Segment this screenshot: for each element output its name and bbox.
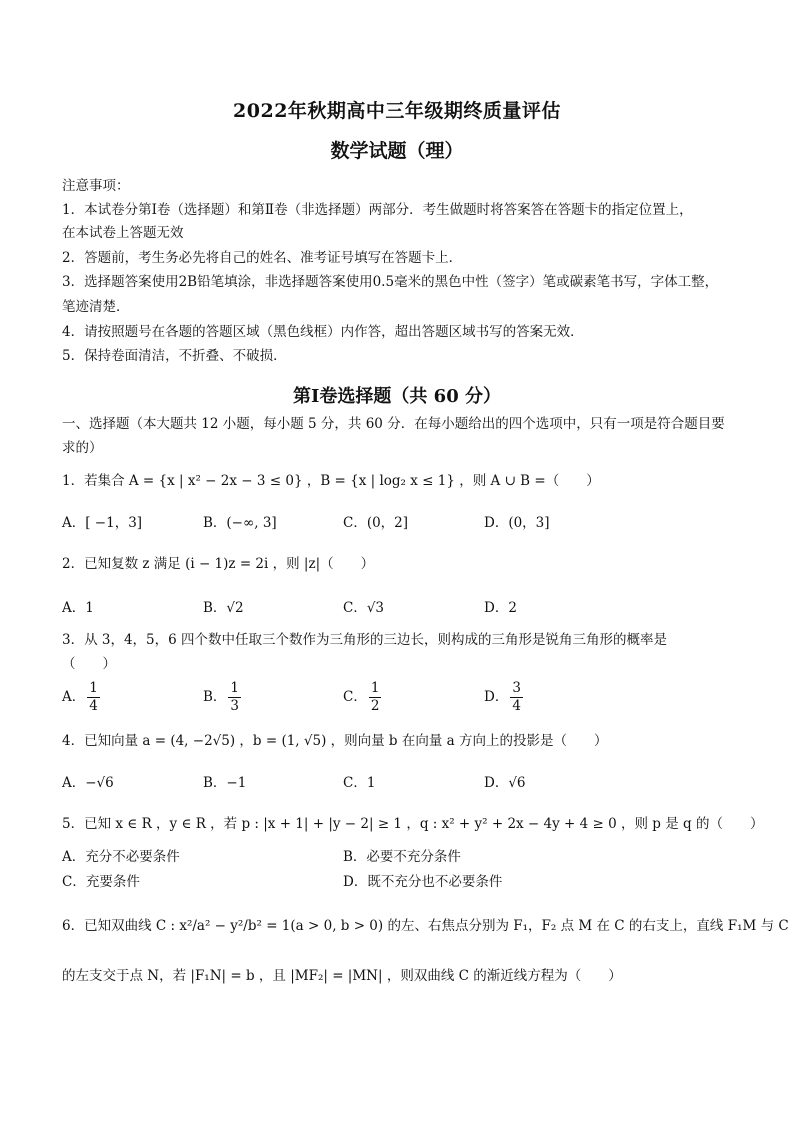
denominator: 3	[230, 698, 240, 714]
q3-option-a	[62, 680, 102, 715]
q3-option-c	[343, 680, 383, 715]
q5-option-c: C．充要条件	[62, 874, 140, 890]
denominator: 2	[370, 698, 380, 714]
notice-line: 2．答题前，考生务必先将自己的姓名、准考证号填写在答题卡上．	[62, 250, 463, 266]
denominator: 4	[512, 698, 521, 714]
q1-option-d: D．(0，3]	[484, 515, 550, 531]
q4-option-b: B．−1	[203, 775, 247, 791]
fraction	[369, 680, 382, 715]
numerator: 1	[370, 680, 380, 696]
q1-option-b: B．(−∞, 3]	[203, 515, 277, 531]
notice-line: 4．请按照题号在各题的答题区域（黑色线框）内作答，超出答题区域书写的答案无效．	[62, 324, 584, 340]
notice-line: 1．本试卷分第Ⅰ卷（选择题）和第Ⅱ卷（非选择题）两部分．考生做题时将答案答在答题卡的指定位置上，	[62, 202, 693, 218]
question-1-stem: 1．若集合 A = {x | x² − 2x − 3 ≤ 0} ，B = {x | log₂ x ≤ 1} ，则 A ∪ B =（ ）	[62, 473, 600, 489]
q5-option-d: D．既不充分也不必要条件	[343, 874, 503, 890]
numerator: 3	[512, 680, 521, 696]
question-6-stem: 6．已知双曲线 C : x²/a² − y²/b² = 1(a > 0, b > 0) 的左、右焦点分别为 F₁，F₂ 点 M 在 C 的右支上，直线 F₁M 与 C	[62, 918, 789, 934]
q3-option-d	[484, 680, 525, 715]
q1-option-a: A．[ −1，3]	[62, 515, 143, 531]
notice-heading: 注意事项：	[62, 178, 130, 194]
question-2-stem: 2．已知复数 z 满足 (i − 1)z = 2i ，则 |z|（ ）	[62, 556, 375, 572]
fraction	[87, 680, 100, 715]
q2-option-b: B．√2	[203, 600, 244, 616]
section-intro: 一、选择题（本大题共 12 小题，每小题 5 分，共 60 分．在每小题给出的四个选项中，只有一项是符合题目要	[62, 416, 725, 432]
q4-option-d: D．√6	[484, 775, 526, 791]
exam-title: 2022年秋期高中三年级期终质量评估	[233, 100, 561, 122]
question-5-stem: 5．已知 x ∈ R ，y ∈ R ，若 p : |x + 1| + |y − 2| ≥ 1 ，q : x² + y² + 2x − 4y + 4 ≥ 0 ，则 p 是 q 的（ ）	[62, 816, 764, 832]
section-intro: 求的）	[62, 440, 103, 456]
q4-option-a: A．−√6	[62, 775, 114, 791]
option-label: A．	[62, 689, 86, 705]
option-label: D．	[484, 689, 509, 705]
question-3-stem: 3．从 3，4，5，6 四个数中任取三个数作为三角形的三边长，则构成的三角形是锐角三角形的概率是	[62, 632, 668, 648]
denominator: 4	[89, 698, 98, 714]
fraction	[510, 680, 523, 715]
numerator: 1	[230, 680, 240, 696]
option-label: B．	[203, 689, 227, 705]
question-4-stem: 4．已知向量 a = (4, −2√5) ，b = (1, √5) ，则向量 b 在向量 a 方向上的投影是（ ）	[62, 733, 608, 749]
numerator: 1	[89, 680, 98, 696]
notice-line: 3．选择题答案使用2B铅笔填涂，非选择题答案使用0.5毫米的黑色中性（签字）笔或碳素笔书写，字体工整，	[62, 274, 719, 290]
question-6-stem: 的左支交于点 N，若 |F₁N| = b ，且 |MF₂| = |MN| ，则双曲线 C 的渐近线方程为（ ）	[62, 968, 622, 984]
option-label: C．	[343, 689, 367, 705]
notice-line: 在本试卷上答题无效	[62, 225, 184, 241]
q2-option-c: C．√3	[343, 600, 385, 616]
section-title: 第Ⅰ卷选择题（共 60 分）	[292, 386, 501, 407]
q5-option-b: B．必要不充分条件	[343, 849, 461, 865]
question-3-stem: （ ）	[62, 656, 116, 672]
q5-option-a: A．充分不必要条件	[62, 849, 180, 865]
q2-option-a: A．1	[62, 600, 94, 616]
q1-option-c: C．(0，2]	[343, 515, 409, 531]
q3-option-b	[203, 680, 243, 715]
exam-subtitle: 数学试题（理）	[330, 140, 464, 162]
q2-option-d: D．2	[484, 600, 517, 616]
q4-option-c: C．1	[343, 775, 376, 791]
notice-line: 5．保持卷面清洁，不折叠、不破损．	[62, 348, 287, 364]
notice-line: 笔迹清楚．	[62, 299, 130, 315]
fraction	[228, 680, 241, 715]
